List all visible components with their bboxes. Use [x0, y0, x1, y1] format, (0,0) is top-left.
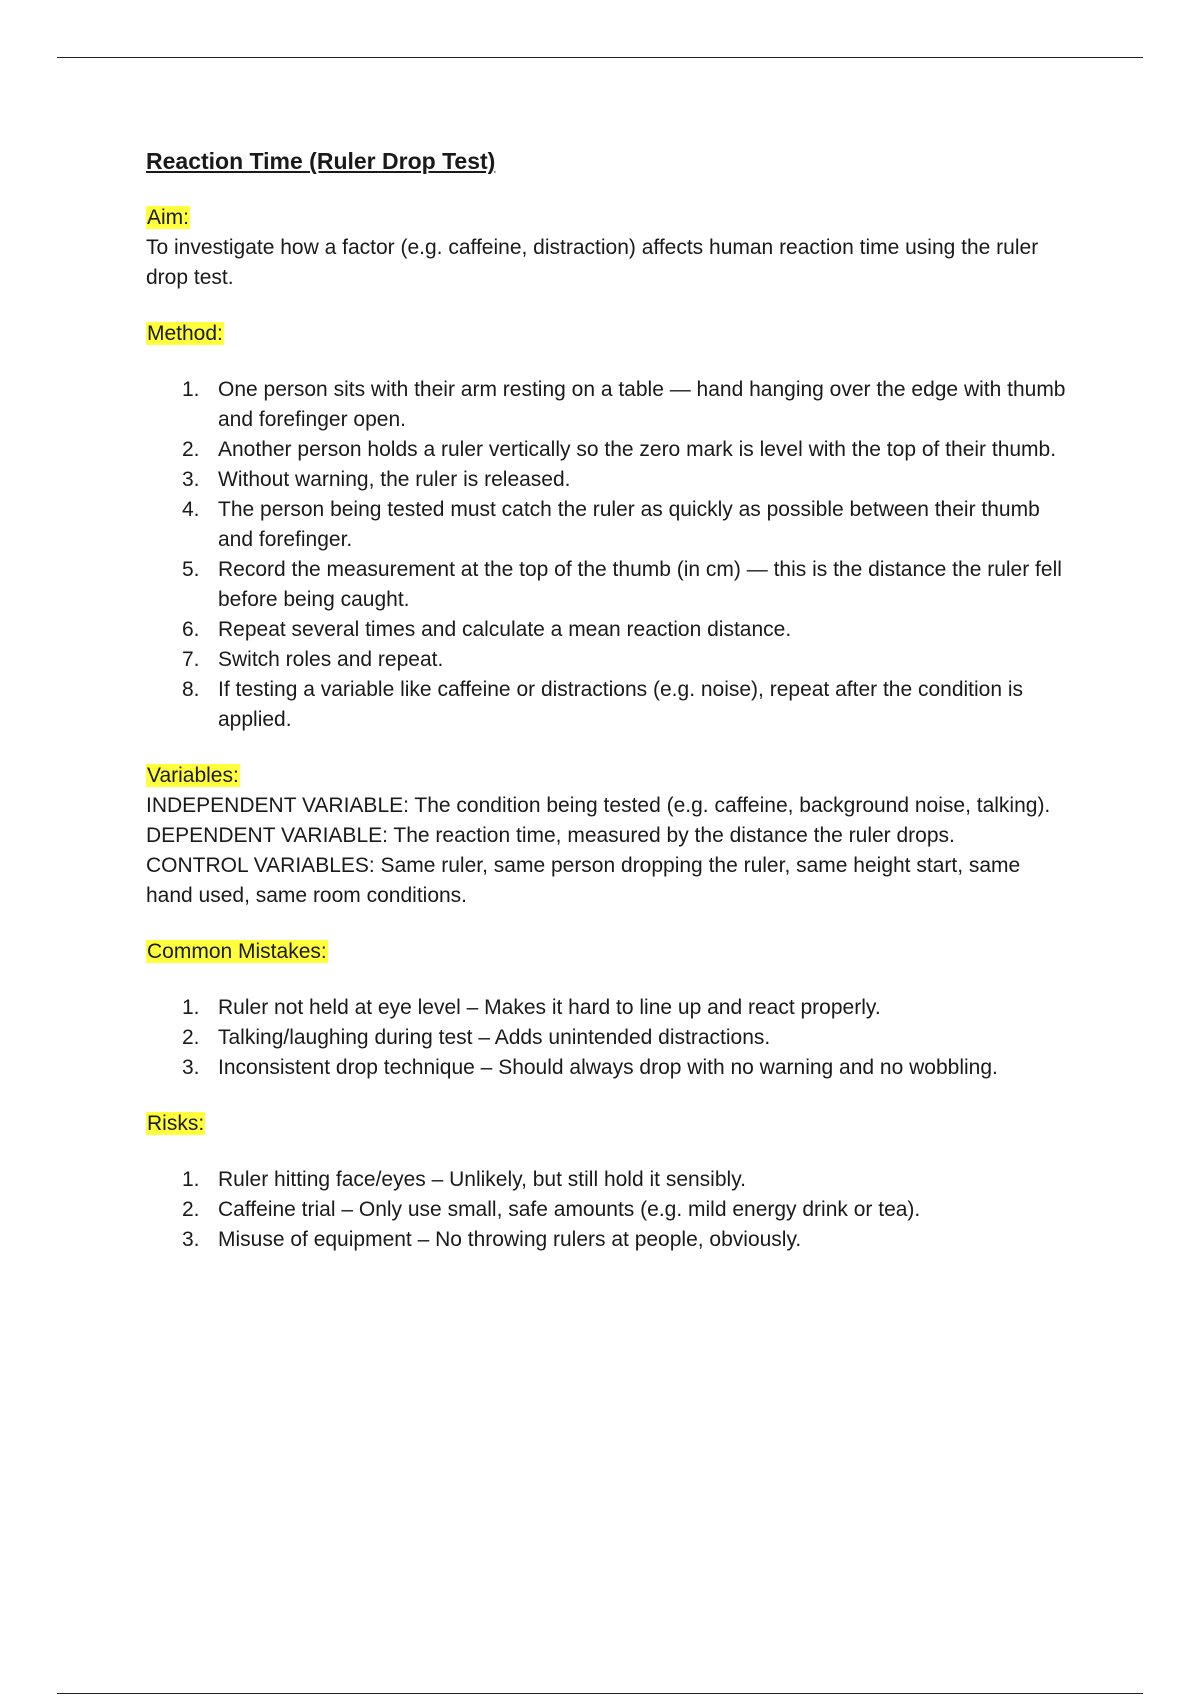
list-item: 4. The person being tested must catch the ruler as quickly as possible between their thumb and forefinger.	[182, 498, 1040, 551]
variables-heading-label: Variables:	[147, 764, 239, 787]
variables-heading	[146, 761, 1066, 791]
list-item: 3. Misuse of equipment – No throwing rulers at people, obviously.	[182, 1228, 802, 1251]
list-item: 2. Caffeine trial – Only use small, safe amounts (e.g. mild energy drink or tea).	[182, 1198, 921, 1221]
footer-rule	[57, 1693, 1143, 1694]
document-title: Reaction Time (Ruler Drop Test)	[146, 148, 496, 174]
independent-variable: INDEPENDENT VARIABLE: The condition being tested (e.g. caffeine, background noise, talking).	[146, 794, 1051, 817]
method-steps-list	[146, 375, 1066, 735]
mistakes-heading-label: Common Mistakes:	[147, 940, 327, 963]
list-item: 1. Ruler not held at eye level – Makes it hard to line up and react properly.	[182, 996, 881, 1019]
aim-heading-label: Aim:	[147, 206, 189, 229]
list-item: 3. Without warning, the ruler is released.	[182, 468, 571, 491]
list-item: 5. Record the measurement at the top of the thumb (in cm) — this is the distance the ruler fell before being caught.	[182, 558, 1062, 611]
risks-heading-label: Risks:	[147, 1112, 205, 1135]
list-item: 8. If testing a variable like caffeine or distractions (e.g. noise), repeat after the condition is applied.	[182, 678, 1024, 731]
risks-heading	[146, 1109, 1066, 1139]
list-item: 3. Inconsistent drop technique – Should always drop with no warning and no wobbling.	[182, 1056, 998, 1079]
document-body	[146, 145, 1066, 1255]
list-item: 2. Another person holds a ruler vertically so the zero mark is level with the top of their thumb.	[182, 438, 1057, 461]
aim-text: To investigate how a factor (e.g. caffeine, distraction) affects human reaction time using the ruler drop test.	[146, 236, 1039, 289]
mistakes-heading	[146, 937, 1066, 967]
control-variables: CONTROL VARIABLES: Same ruler, same person dropping the ruler, same height start, same hand used, same room conditions.	[146, 854, 1021, 907]
header-rule	[57, 57, 1143, 58]
method-heading-label: Method:	[147, 322, 223, 345]
risks-list	[146, 1165, 1066, 1255]
list-item: 1. Ruler hitting face/eyes – Unlikely, but still hold it sensibly.	[182, 1168, 746, 1191]
list-item: 7. Switch roles and repeat.	[182, 648, 444, 671]
list-item: 1. One person sits with their arm resting on a table — hand hanging over the edge with thumb and forefinger open.	[182, 378, 1066, 431]
method-heading	[146, 319, 1066, 349]
list-item: 2. Talking/laughing during test – Adds unintended distractions.	[182, 1026, 771, 1049]
aim-heading	[146, 203, 1066, 233]
mistakes-list	[146, 993, 1066, 1083]
dependent-variable: DEPENDENT VARIABLE: The reaction time, measured by the distance the ruler drops.	[146, 824, 955, 847]
list-item: 6. Repeat several times and calculate a mean reaction distance.	[182, 618, 792, 641]
